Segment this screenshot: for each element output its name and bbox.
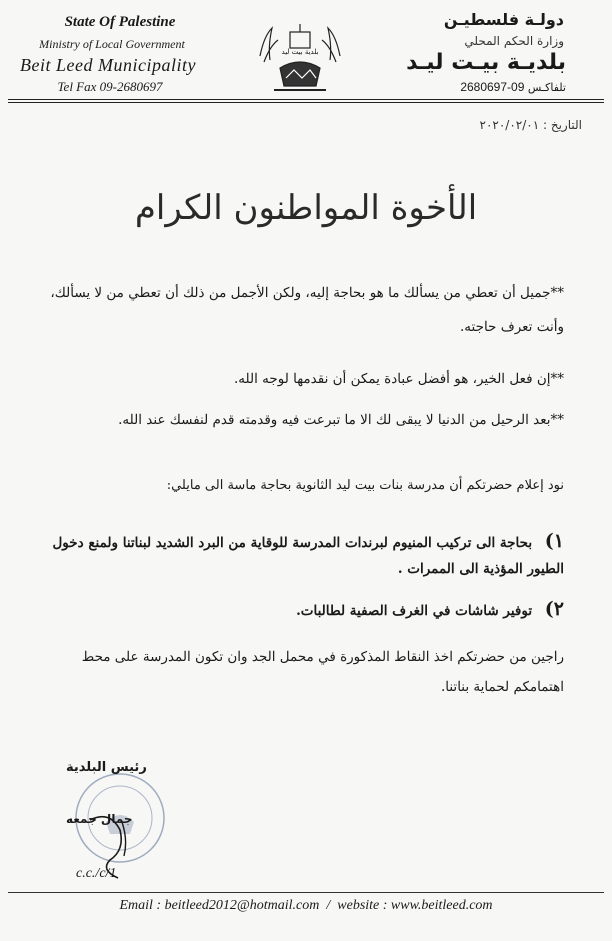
arabic-state-title: دولـة فلسطيـن (443, 10, 564, 29)
english-ministry: Ministry of Local Government (39, 37, 185, 51)
footer-email[interactable]: beitleed2012@hotmail.com (164, 898, 320, 913)
footer-divider (8, 892, 604, 893)
header-divider (8, 99, 604, 100)
needs-intro: نود إعلام حضرتكم أن مدرسة بنات بيت ليد الثانوية بحاجة ماسة الى مايلي: (166, 478, 564, 493)
need-item-text: بحاجة الى تركيب المنيوم لبرندات المدرسة للوقاية من البرد الشديد لبناتنا ولمنع دخول الطيور المؤذية الى الممرات . (52, 535, 564, 577)
letter-heading: الأخوة المواطنون الكرام (134, 188, 478, 228)
municipality-logo (250, 16, 350, 102)
arabic-telfax (460, 80, 566, 94)
footer-contact (0, 898, 612, 914)
logo-text: بلدية بيت ليد (281, 48, 319, 56)
header-divider-second (8, 102, 604, 103)
english-municipality: Beit Leed Municipality (20, 55, 196, 75)
need-item-2 (44, 596, 564, 624)
paragraph-3: **بعد الرحيل من الدنيا لا يبقى لك الا ما تبرعت فيه وقدمته قدم لنفسك عند الله. (118, 412, 564, 428)
need-item-number: ١) (544, 530, 564, 552)
footer-website-label: website : (337, 898, 388, 913)
handwritten-date: c.c./c/1 (76, 866, 117, 881)
need-item-text: توفير شاشات في الغرف الصفية لطالبات. (296, 603, 533, 619)
footer-separator: / (326, 898, 331, 913)
arabic-ministry: وزارة الحكم المحلي (464, 34, 564, 48)
arabic-telfax-label: تلفاكـس (527, 81, 566, 94)
need-item-number: ٢) (544, 598, 564, 620)
need-item-1 (44, 528, 564, 582)
footer-website[interactable]: www.beitleed.com (390, 898, 493, 913)
arabic-municipality: بلديـة بيـت ليـد (406, 50, 566, 75)
english-state-title: State Of Palestine (64, 14, 176, 30)
closing-paragraph: راجين من حضرتكم اخذ النقاط المذكورة في محمل الجد وان تكون المدرسة على محط اهتمامكم لحماية بناتنا. (81, 649, 564, 695)
signature-name: جمال جمعه (66, 812, 133, 826)
paragraph-1: **جميل أن تعطي من يسألك ما هو بحاجة إليه، ولكن الأجمل من ذلك أن تعطي من لا يسألك، وأنت تعرف حاجته. (50, 285, 564, 335)
footer-email-label: Email : (119, 898, 162, 913)
letter-date: التاريخ : ٢٠٢٠/٠٢/٠١ (479, 118, 582, 132)
arabic-telfax-number: 09-2680697 (460, 80, 525, 94)
signature-title: رئيس البلدية (66, 760, 147, 775)
english-telfax: Tel Fax 09-2680697 (57, 79, 163, 94)
paragraph-2: **إن فعل الخير، هو أفضل عبادة يمكن أن نقدمها لوجه الله. (233, 371, 564, 387)
